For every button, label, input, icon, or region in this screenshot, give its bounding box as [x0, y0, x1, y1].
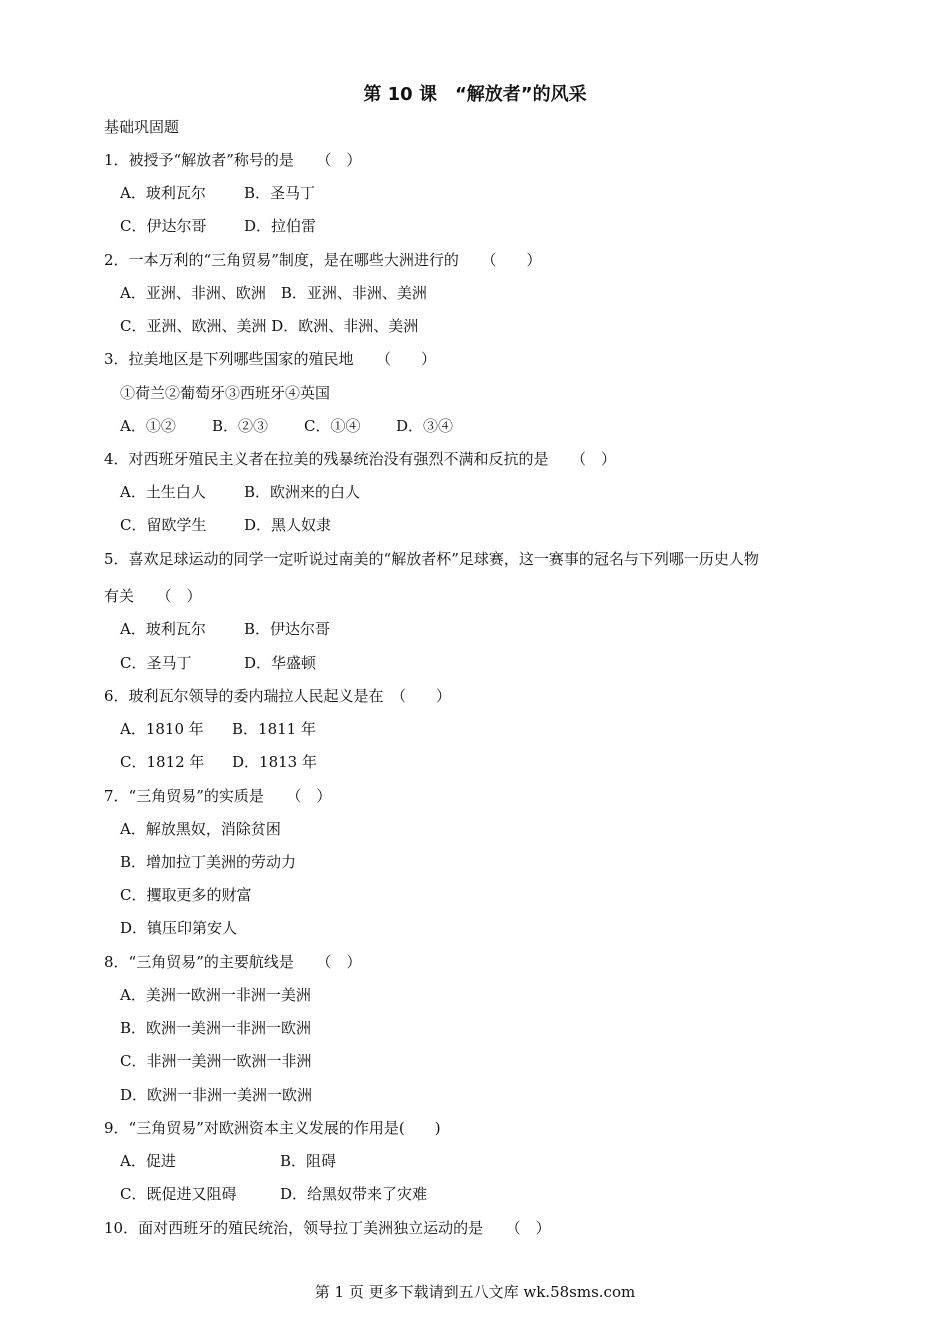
- q3-option-d: D．③④: [396, 417, 454, 435]
- question-3-stem: 3．拉美地区是下列哪些国家的殖民地 （ ）: [104, 350, 437, 368]
- section-heading: 基础巩固题: [104, 118, 180, 136]
- q9-option-c: C．既促进又阻碍: [120, 1185, 237, 1203]
- question-4-stem: 4．对西班牙殖民主义者在拉美的残暴统治没有强烈不满和反抗的是 （ ）: [104, 450, 617, 468]
- q5-option-c: C．圣马丁: [120, 654, 192, 672]
- q2-options-row-1: A．亚洲、非洲、欧洲 B．亚洲、非洲、美洲: [120, 284, 427, 302]
- q9-option-a: A．促进: [120, 1152, 176, 1170]
- q6-option-b: B．1811 年: [232, 720, 316, 738]
- q8-option-c: C．非洲一美洲一欧洲一非洲: [120, 1052, 312, 1070]
- q7-option-c: C．攫取更多的财富: [120, 886, 252, 904]
- q7-option-d: D．镇压印第安人: [120, 919, 238, 937]
- question-9-stem: 9．“三角贸易”对欧洲资本主义发展的作用是( ): [104, 1119, 441, 1137]
- q1-option-a: A．玻利瓦尔: [120, 184, 206, 202]
- q9-option-d: D．给黑奴带来了灾难: [280, 1185, 428, 1203]
- question-6-stem: 6．玻利瓦尔领导的委内瑞拉人民起义是在 （ ）: [104, 687, 452, 705]
- q5-option-b: B．伊达尔哥: [244, 620, 331, 638]
- q6-option-c: C．1812 年: [120, 753, 205, 771]
- question-10-stem: 10．面对西班牙的殖民统治，领导拉丁美洲独立运动的是 （ ）: [104, 1219, 551, 1237]
- q3-option-c: C．①④: [304, 417, 361, 435]
- question-5-stem-cont: 有关 （ ）: [104, 587, 202, 605]
- page-footer: 第 1 页 更多下载请到五八文库 wk.58sms.com: [314, 1283, 636, 1301]
- q7-option-a: A．解放黑奴，消除贫困: [120, 820, 281, 838]
- q2-options-row-2: C．亚洲、欧洲、美洲 D．欧洲、非洲、美洲: [120, 317, 419, 335]
- question-2-stem: 2．一本万利的“三角贸易”制度，是在哪些大洲进行的 （ ）: [104, 251, 542, 269]
- q8-option-d: D．欧洲一非洲一美洲一欧洲: [120, 1086, 313, 1104]
- q7-option-b: B．增加拉丁美洲的劳动力: [120, 853, 297, 871]
- q1-option-b: B．圣马丁: [244, 184, 316, 202]
- q6-option-a: A．1810 年: [120, 720, 204, 738]
- q5-option-a: A．玻利瓦尔: [120, 620, 206, 638]
- page-title: 第 10 课 “解放者”的风采: [363, 84, 587, 105]
- q3-note: ①荷兰②葡萄牙③西班牙④英国: [120, 384, 331, 402]
- q4-option-a: A．土生白人: [120, 483, 206, 501]
- q5-option-d: D．华盛顿: [244, 654, 317, 672]
- question-1-stem: 1．被授予“解放者”称号的是 （ ）: [104, 151, 362, 169]
- q6-option-d: D．1813 年: [232, 753, 317, 771]
- question-8-stem: 8．“三角贸易”的主要航线是 （ ）: [104, 953, 362, 971]
- question-5-stem: 5．喜欢足球运动的同学一定听说过南美的“解放者杯”足球赛，这一赛事的冠名与下列哪一历史人物: [104, 550, 759, 568]
- q1-option-d: D．拉伯雷: [244, 217, 317, 235]
- q3-option-b: B．②③: [212, 417, 269, 435]
- q9-option-b: B．阻碍: [280, 1152, 337, 1170]
- q3-option-a: A．①②: [120, 417, 176, 435]
- question-7-stem: 7．“三角贸易”的实质是 （ ）: [104, 787, 332, 805]
- q4-option-c: C．留欧学生: [120, 516, 207, 534]
- q1-option-c: C．伊达尔哥: [120, 217, 207, 235]
- q4-option-d: D．黑人奴隶: [244, 516, 332, 534]
- q4-option-b: B．欧洲来的白人: [244, 483, 361, 501]
- q8-option-b: B．欧洲一美洲一非洲一欧洲: [120, 1019, 312, 1037]
- q8-option-a: A．美洲一欧洲一非洲一美洲: [120, 986, 311, 1004]
